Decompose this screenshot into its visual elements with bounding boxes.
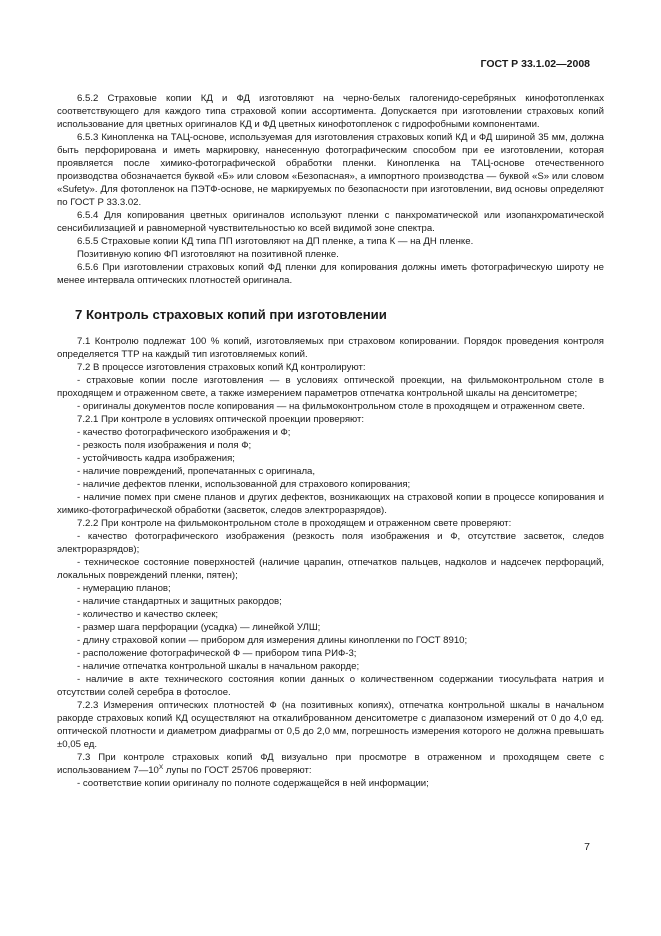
list-item: - наличие отпечатка контрольной шкалы в начальном ракорде; — [77, 661, 360, 672]
paragraph-6-5-6: 6.5.6 При изготовлении страховых копий ФД пленки для копирования должны иметь фотографическую широту не менее интервала оптических плотностей оригинала. — [57, 262, 604, 286]
list-item: - наличие повреждений, пропечатанных с оригинала, — [77, 466, 316, 477]
paragraph-7-3-text-start: 7.3 При контроле страховых копий ФД визуально при просмотре в отраженном и проходящем свете с использованием 7—10 — [57, 752, 604, 776]
list-item: - оригиналы документов после копирования — на фильмоконтрольном столе в проходящем и отраженном свете. — [77, 401, 585, 412]
list-item: - соответствие копии оригиналу по полноте содержащейся в ней информации; — [77, 778, 429, 789]
list-item: - наличие помех при смене планов и других дефектов, возникающих на страховой копии в процессе копирования и химико-фотографической обработки (засветок, следов электроразрядов). — [57, 492, 604, 516]
paragraph-positive-copy: Позитивную копию ФП изготовляют на позитивной пленке. — [77, 249, 339, 260]
list-item: - расположение фотографической Ф — прибором типа РИФ-3; — [77, 648, 357, 659]
list-item: - техническое состояние поверхностей (наличие царапин, отпечатков пальцев, надколов и надсечек перфораций, локальных повреждений пленки, пятен); — [57, 557, 604, 581]
list-item: - резкость поля изображения и поля Ф; — [77, 440, 252, 451]
paragraph-7-3 — [57, 751, 604, 777]
list-item: - устойчивость кадра изображения; — [77, 453, 235, 464]
magnification-superscript: Х — [158, 763, 164, 771]
paragraph-6-5-5: 6.5.5 Страховые копии КД типа ПП изготовляют на ДП пленке, а типа К — на ДН пленке. — [77, 236, 474, 247]
paragraph-6-5-2: 6.5.2 Страховые копии КД и ФД изготовляют на черно-белых галогенидо-серебряных кинофотопленках соответствующего для каждого типа страховой копии ассортимента. Допускается при изготовлении страховых копий использование для цветных оригиналов КД и ФД цветных кинофотопленок с гидрофобными компонентами. — [57, 93, 604, 130]
paragraph-7-2-1: 7.2.1 При контроле в условиях оптической проекции проверяют: — [77, 414, 365, 425]
list-item: - наличие дефектов пленки, использованной для страхового копирования; — [77, 479, 411, 490]
list-item: - страховые копии после изготовления — в условиях оптической проекции, на фильмоконтрольном столе в проходящем и отраженном свете, а также измерением параметров отпечатка контрольной шкалы на денситометре; — [57, 375, 604, 399]
page-number: 7 — [584, 841, 590, 853]
paragraph-7-2-2: 7.2.2 При контроле на фильмоконтрольном столе в проходящем и отраженном свете проверяют: — [77, 518, 512, 529]
list-item: - размер шага перфорации (усадка) — линейкой УЛШ; — [77, 622, 321, 633]
document-code: ГОСТ Р 33.1.02—2008 — [480, 58, 590, 70]
paragraph-7-3-text-end: лупы по ГОСТ 25706 проверяют: — [163, 765, 312, 776]
section-7-block — [57, 335, 604, 790]
paragraph-6-5-3: 6.5.3 Кинопленка на ТАЦ-основе, используемая для изготовления страховых копий КД и ФД шириной 35 мм, должна быть перфорирована и иметь маркировку, нанесенную фотографическим способом при ее изготовлении, которая проявляется после химико-фотографической обработки пленки. Кинопленка на ТАЦ-основе отечественного производства обозначается буквой «Б» или словом «Безопасная», а импортного производства — буквой «S» или словом «Sufety». Для фотопленок на ПЭТФ-основе, не маркируемых по безопасности при изготовлении, вид основы определяют по ГОСТ Р 33.3.02. — [57, 132, 604, 208]
paragraph-6-5-4: 6.5.4 Для копирования цветных оригиналов используют пленки с панхроматической или изопанхроматической сенсибилизацией и равномерной чувствительностью ко всей видимой зоне спектра. — [57, 210, 604, 234]
list-item: - качество фотографического изображения (резкость поля изображения и Ф, отсутствие засветок, следов электроразрядов); — [57, 531, 604, 555]
list-item: - наличие стандартных и защитных ракордов; — [77, 596, 282, 607]
list-item: - качество фотографического изображения и Ф; — [77, 427, 291, 438]
list-item: - нумерацию планов; — [77, 583, 171, 594]
paragraph-7-1: 7.1 Контролю подлежат 100 % копий, изготовляемых при страховом копировании. Порядок проведения контроля определяется ТТР на каждый тип изготовляемых копий. — [57, 336, 604, 360]
list-item: - количество и качество склеек; — [77, 609, 219, 620]
page-body — [57, 92, 604, 790]
paragraph-7-2-3: 7.2.3 Измерения оптических плотностей Ф (на позитивных копиях), отпечатка контрольной шкалы в начальном ракорде страховых копий КД осуществляют на откалиброванном денситометре с диапазоном измерений от 0 до 4,0 ед. оптической плотности и диаметром диафрагмы от 0,5 до 2,0 мм, погрешность измерения которого не должна превышать ±0,05 ед. — [57, 700, 604, 750]
list-item: - длину страховой копии — прибором для измерения длины кинопленки по ГОСТ 8910; — [77, 635, 468, 646]
section-7-title: 7 Контроль страховых копий при изготовлении — [75, 307, 387, 322]
paragraph-7-2: 7.2 В процессе изготовления страховых копий КД контролируют: — [77, 362, 366, 373]
section-6-block — [57, 92, 604, 287]
list-item: - наличие в акте технического состояния копии данных о количественном содержании тиосульфата натрия и отсутствии солей серебра в фотослое. — [57, 674, 604, 698]
